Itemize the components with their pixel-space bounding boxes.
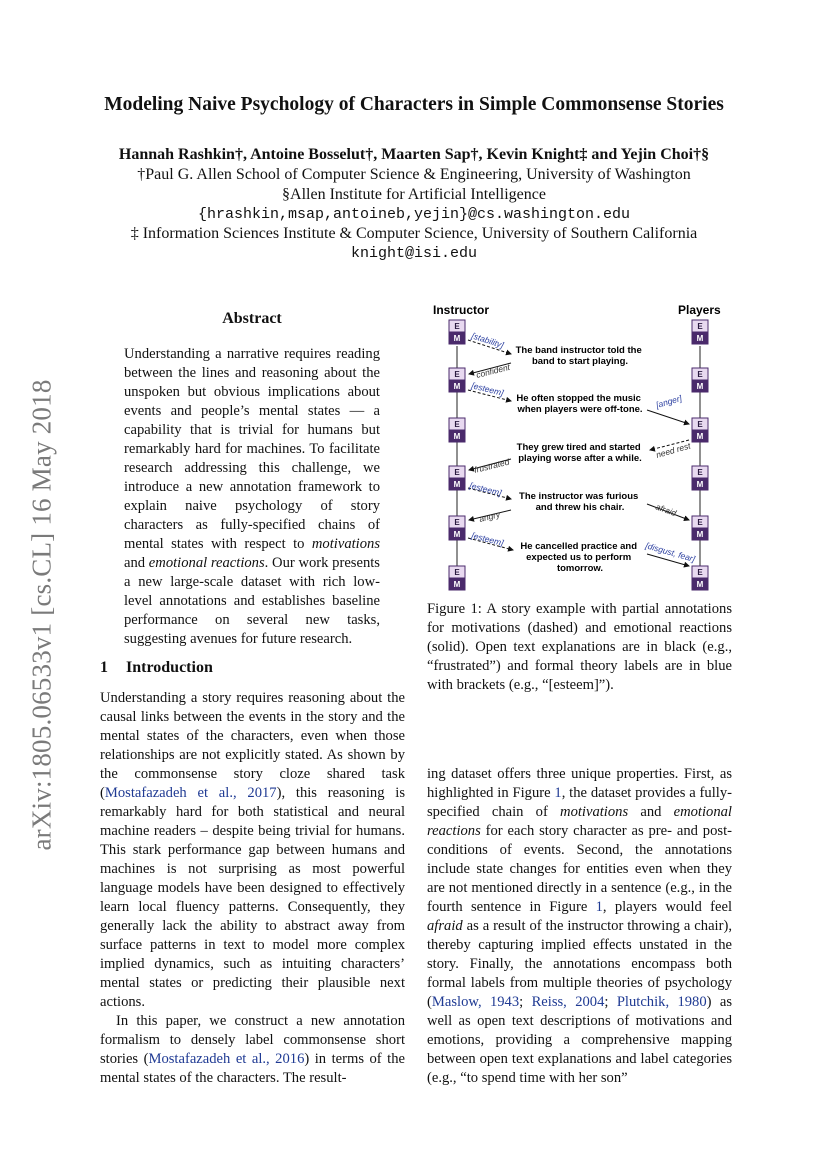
body-text: ; <box>519 994 532 1010</box>
body-text: as a result of the instructor throwing a chair), thereby capturing implied effects unstated in the story. Finally, the annotations encompass both formal labels from multiple theories of psychology ( <box>427 918 732 1010</box>
story-sentence-4: The instructor was furious and threw his chair. <box>519 491 639 513</box>
citation-link[interactable]: Reiss, 2004 <box>531 994 605 1010</box>
figure-1-diagram <box>425 298 735 593</box>
motivation-node-label: M <box>453 334 461 343</box>
story-sentence-3: They grew tired and started playing worse after a while. <box>516 442 642 464</box>
figure-1-caption: Figure 1: A story example with partial annotations for motivations (dashed) and emotional reactions (solid). Open text explanations are in black (e.g., “frustrated”) and formal theory labels are in blue with brackets (e.g., “[esteem]”). <box>427 601 732 693</box>
instructor-mental-state-node <box>449 516 465 540</box>
arxiv-sidebar <box>12 355 72 875</box>
players-mental-state-node <box>692 418 708 442</box>
affiliation-uw: †Paul G. Allen School of Computer Science & Engineering, University of Washington <box>137 166 691 183</box>
label-confident: confident <box>475 361 511 380</box>
motivation-node-label: M <box>696 432 704 441</box>
emotion-node-label: E <box>697 322 703 331</box>
emotion-node-label: E <box>454 420 460 429</box>
emails-uw: {hrashkin,msap,antoineb,yejin}@cs.washington.edu <box>197 206 631 223</box>
emotion-node-label: E <box>454 468 460 477</box>
motivation-node-label: M <box>696 480 704 489</box>
motivation-node-label: M <box>453 530 461 539</box>
players-mental-state-node <box>692 566 708 590</box>
emotion-node-label: E <box>697 518 703 527</box>
abstract-text: and <box>124 555 149 571</box>
emotion-node-label: E <box>454 370 460 379</box>
players-mental-state-node <box>692 320 708 344</box>
intro-text: ), this reasoning is remarkably hard for both statistical and neural machine readers – despite being trivial for humans. This stark performance gap between humans and machines is not surprising as most powerful language models have been designed to effectively learn local fluency patterns. Consequently, they generally lack the ability to abstract away from surface patterns in text to model more complex implied dynamics, such as intuiting characters’ mental states or predicting their plausible next actions. <box>100 785 406 1010</box>
instructor-mental-state-node <box>449 320 465 344</box>
emotion-node-label: E <box>454 568 460 577</box>
instructor-mental-state-node <box>449 368 465 392</box>
story-sentence-1: The band instructor told the band to start playing. <box>515 345 642 367</box>
figure-ref-link[interactable]: 1 <box>595 899 603 915</box>
emotion-node-label: E <box>697 568 703 577</box>
figure-ref-link[interactable]: 1 <box>554 785 562 801</box>
section-number: 1 <box>100 659 108 676</box>
intro-text: In this paper, we construct a new annotation formalism to densely label commonsense short stories ( <box>100 1013 405 1067</box>
intro-body <box>100 689 405 1088</box>
instructor-mental-state-node <box>449 566 465 590</box>
citation-link[interactable]: Maslow, 1943 <box>431 994 520 1010</box>
right-column-body <box>427 765 732 1088</box>
emotion-node-label: E <box>454 518 460 527</box>
label-frustrated: frustrated <box>473 456 511 475</box>
body-text: and <box>628 804 674 820</box>
reaction-arrow <box>647 410 689 424</box>
section-title: Introduction <box>126 659 213 676</box>
label-afraid: afraid <box>654 501 678 519</box>
paper-title: Modeling Naive Psychology of Characters in Simple Commonsense Stories <box>104 94 724 115</box>
body-emph: motivations <box>560 804 629 820</box>
motivation-node-label: M <box>453 580 461 589</box>
emotion-node-label: E <box>697 420 703 429</box>
emotion-node-label: E <box>454 322 460 331</box>
story-sentence-5: He cancelled practice and expected us to perform tomorrow. <box>520 541 638 574</box>
author-list: Hannah Rashkin†, Antoine Bosselut†, Maarten Sap†, Kevin Knight‡ and Yejin Choi†§ <box>118 146 710 163</box>
motivation-node-label: M <box>453 432 461 441</box>
instructor-mental-state-node <box>449 418 465 442</box>
abstract-heading: Abstract <box>222 310 282 327</box>
label-esteem: [esteem] <box>470 530 505 548</box>
body-emph: afraid <box>427 918 463 934</box>
citation-link[interactable]: Plutchik, 1980 <box>616 994 707 1010</box>
body-text: , the dataset provides a fully-specified chain of <box>427 785 732 820</box>
citation-link[interactable]: Mostafazadeh et al., 2017 <box>104 785 277 801</box>
emotion-node-label: E <box>697 370 703 379</box>
players-label: Players <box>678 303 721 317</box>
label-esteem: [esteem] <box>468 480 503 498</box>
label-esteem: [esteem] <box>470 380 505 398</box>
label-anger: [anger] <box>654 393 683 410</box>
abstract-emph: motivations <box>311 536 380 552</box>
label-need-rest: need rest <box>654 440 692 460</box>
affiliation-usc: ‡ Information Sciences Institute & Computer Science, University of Southern California <box>130 225 698 242</box>
label-disgust-fear: [disgust, fear] <box>644 540 697 564</box>
motivation-node-label: M <box>696 580 704 589</box>
story-sentence-2: He often stopped the music when players were off-tone. <box>516 393 643 415</box>
email-knight: knight@isi.edu <box>350 245 478 262</box>
section-heading <box>100 659 213 677</box>
body-text: for each story character as pre- and post-conditions of events. Second, the annotations include state changes for entities even when they are not mentioned directly in a sentence (e.g., in the fourth sentence in Figure <box>427 823 732 915</box>
intro-text: ) in terms of the mental states of the characters. The result- <box>100 1051 405 1086</box>
abstract-text: Understanding a narrative requires reading between the lines and reasoning about the unspoken but obvious implications about events and people’s mental states — a capability that is trivial for humans but remarkably hard for machines. To facilitate research addressing this challenge, we introduce a new annotation framework to explain naive psychology of story characters as fully-specified chains of mental states with respect to <box>124 346 380 552</box>
abstract-emph: emotional reactions <box>148 555 265 571</box>
intro-text: Understanding a story requires reasoning about the causal links between the events in the story and the mental states of the characters, even when those relationships are not explicitly stated. As shown by the commonsense story cloze shared task ( <box>100 690 405 801</box>
label-stability: [stability] <box>470 330 505 351</box>
label-angry: angry <box>478 509 502 524</box>
players-mental-state-node <box>692 516 708 540</box>
motivation-node-label: M <box>696 334 704 343</box>
body-text: , players would feel <box>602 899 733 915</box>
abstract-body <box>124 345 380 649</box>
affiliation-ai2: §Allen Institute for Artificial Intelligence <box>282 186 546 203</box>
body-emph: emotional reactions <box>427 804 732 839</box>
arxiv-id: arXiv:1805.06533v1 [cs.CL] 16 May 2018 <box>26 379 57 851</box>
emotion-node-label: E <box>697 468 703 477</box>
abstract-text: . Our work presents a new large-scale dataset with rich low-level annotations and establishes baseline performance on several new tasks, suggesting avenues for future research. <box>124 555 380 647</box>
body-text: ) as well as open text descriptions of motivations and emotions, providing a comprehensive mapping between open text explanations and label categories (e.g., “to spend time with her son” <box>427 994 733 1086</box>
body-text: ; <box>604 994 617 1010</box>
players-mental-state-node <box>692 466 708 490</box>
body-text: ing dataset offers three unique properties. First, as highlighted in Figure <box>427 766 732 801</box>
motivation-node-label: M <box>696 382 704 391</box>
citation-link[interactable]: Mostafazadeh et al., 2016 <box>148 1051 305 1067</box>
figure-1 <box>425 298 735 593</box>
motivation-node-label: M <box>696 530 704 539</box>
motivation-node-label: M <box>453 480 461 489</box>
instructor-label: Instructor <box>433 303 490 317</box>
instructor-mental-state-node <box>449 466 465 490</box>
motivation-node-label: M <box>453 382 461 391</box>
players-mental-state-node <box>692 368 708 392</box>
